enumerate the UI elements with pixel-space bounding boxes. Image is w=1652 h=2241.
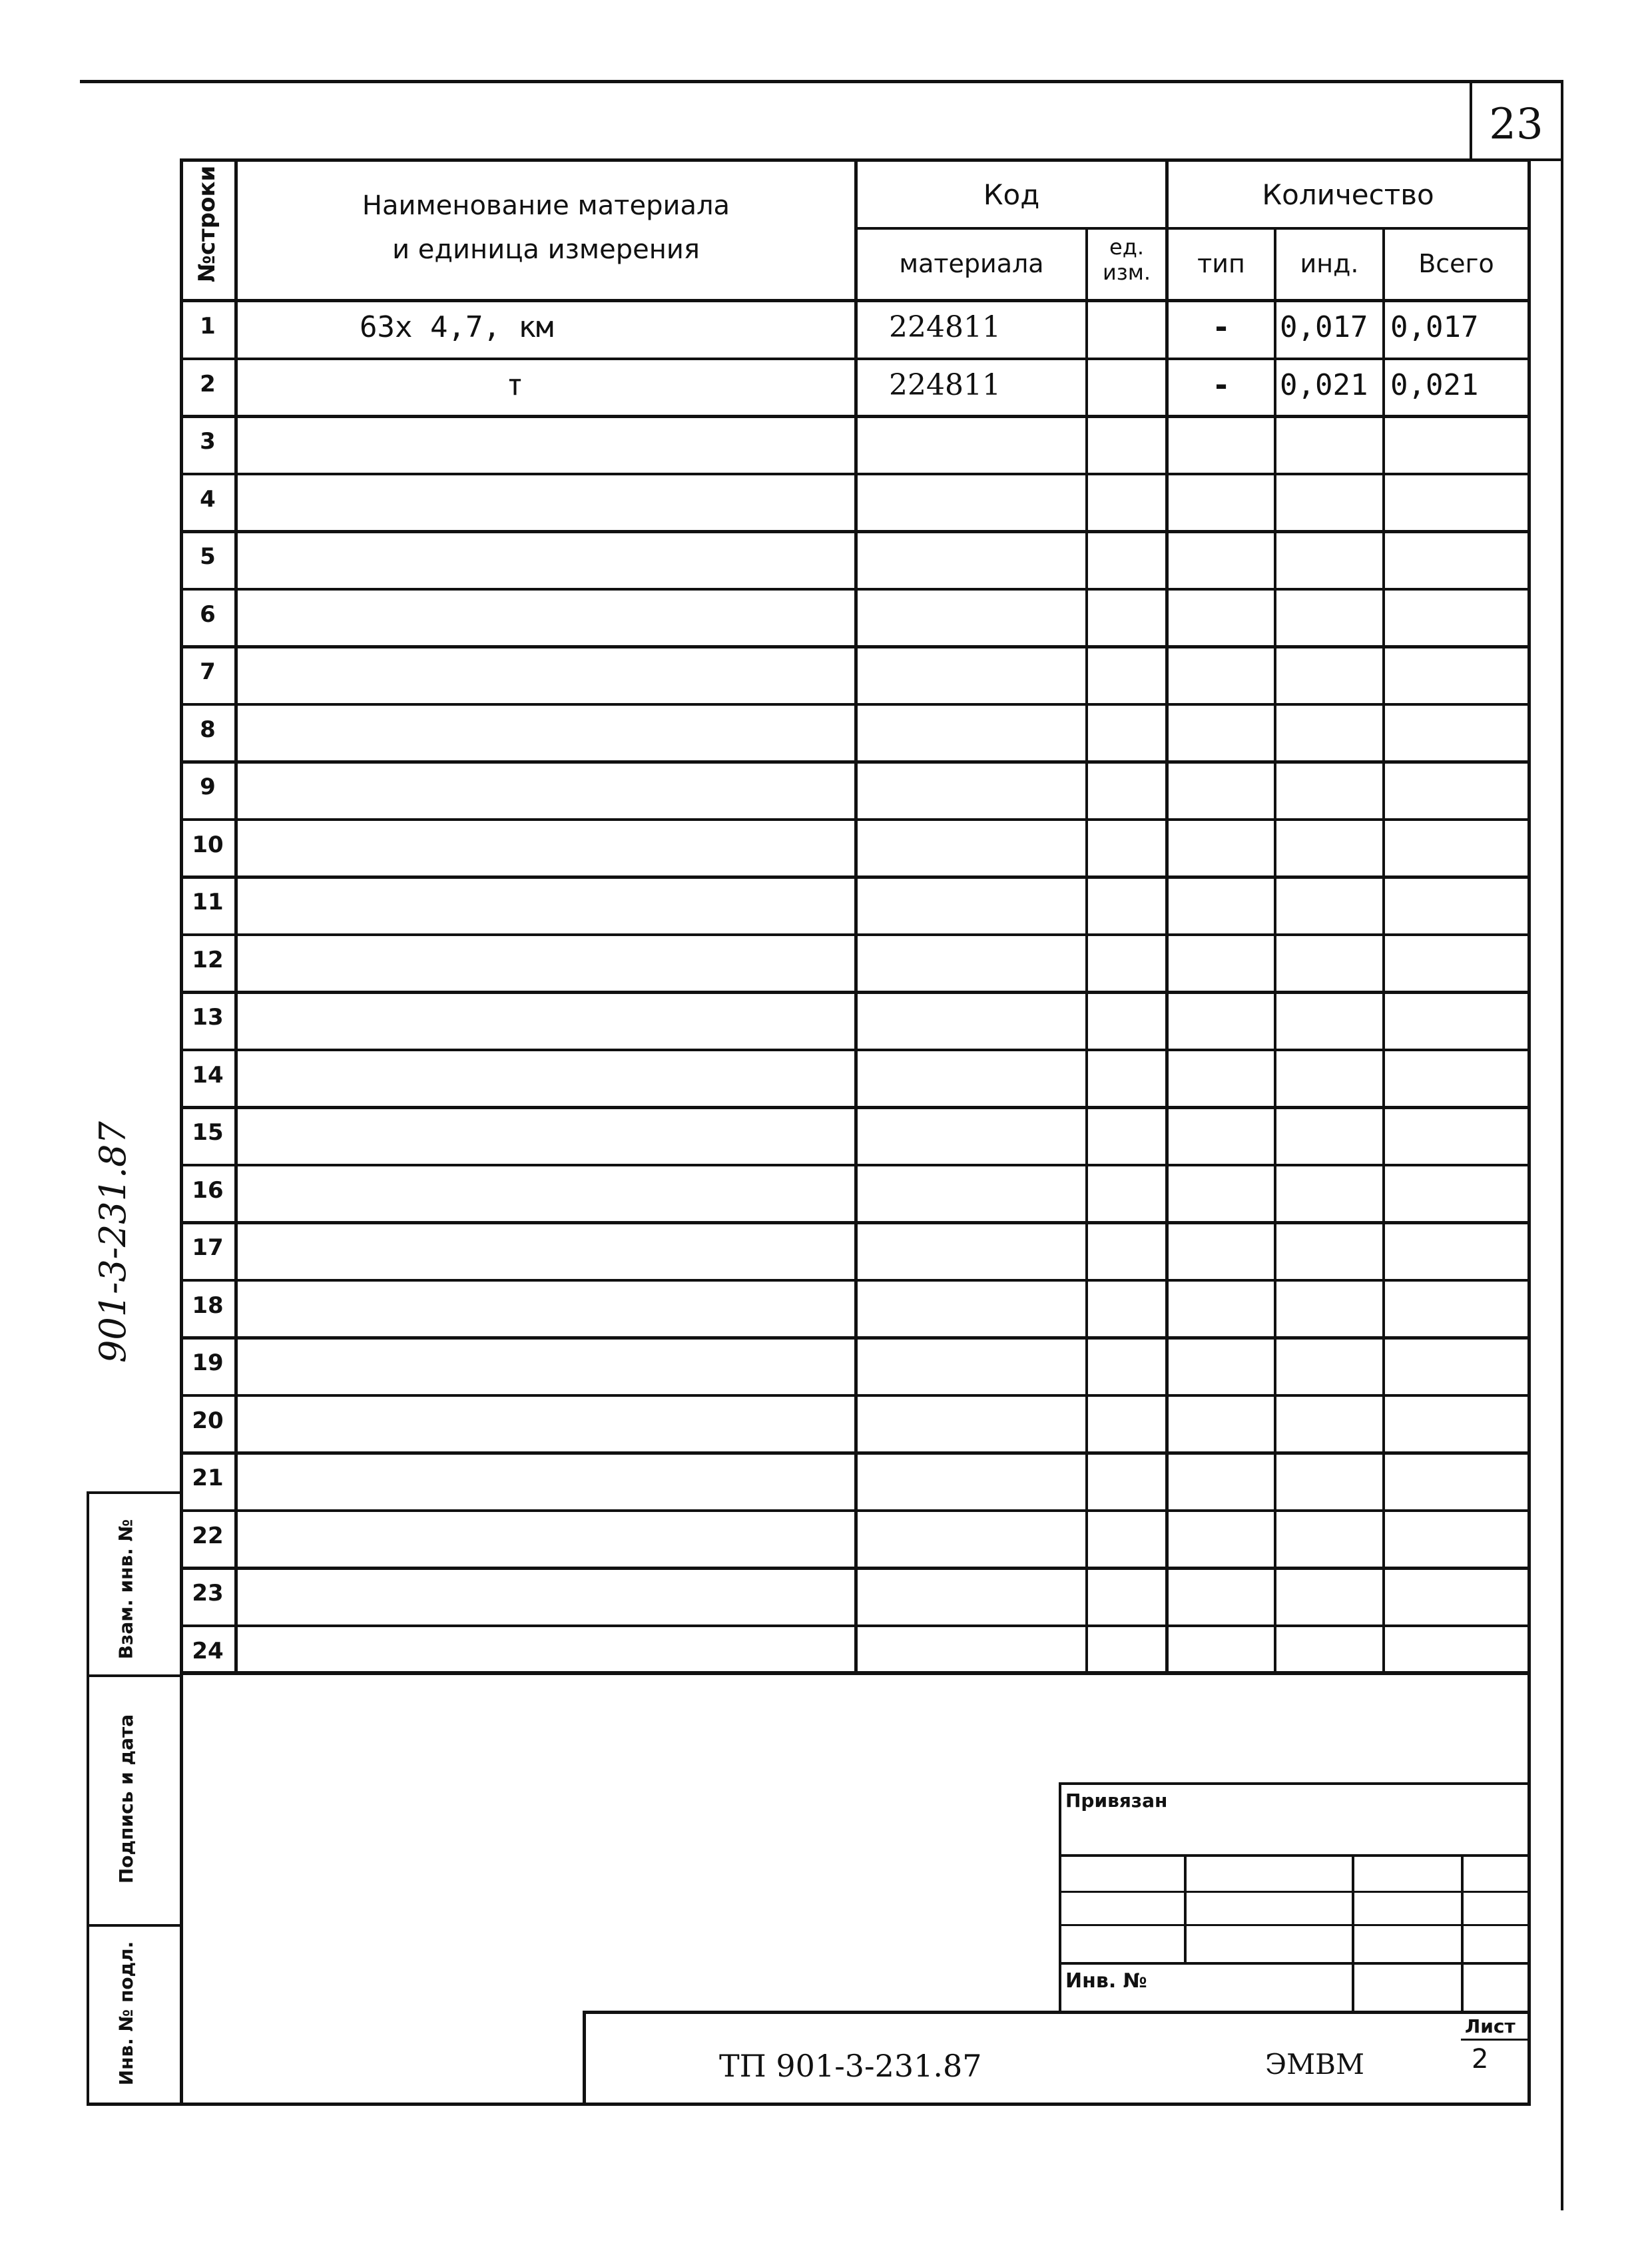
- row-line: [180, 1221, 1531, 1224]
- side-document-stamp: 901-3-231.87: [92, 1121, 134, 1363]
- row-number: 15: [192, 1119, 224, 1146]
- qty-total: 0,017: [1390, 310, 1479, 344]
- row-number: 9: [200, 774, 216, 800]
- header-material: материала: [899, 249, 1044, 278]
- header-type: тип: [1197, 249, 1245, 278]
- row-line: [180, 645, 1531, 648]
- bound-block-left: [1059, 1782, 1061, 2012]
- bound-grid-col-3: [1461, 1854, 1464, 2012]
- top-rule: [80, 80, 1563, 83]
- row-line: [180, 1164, 1531, 1166]
- row-number: 23: [192, 1580, 224, 1607]
- row-number: 14: [192, 1061, 224, 1089]
- row-line: [180, 1509, 1531, 1512]
- row-line: [180, 875, 1531, 879]
- margin-label-signature-date: Подпись и дата: [115, 1714, 137, 1884]
- header-name-line1: Наименование материала: [362, 190, 730, 221]
- bound-grid-line-1: [1059, 1854, 1531, 1857]
- margin-left-line: [87, 1491, 89, 2105]
- row-number: 2: [200, 370, 216, 397]
- qty-type: -: [1215, 309, 1228, 345]
- row-line: [180, 1394, 1531, 1397]
- header-code: Код: [983, 178, 1040, 211]
- row-number: 19: [192, 1350, 224, 1376]
- row-number: 12: [192, 946, 224, 973]
- row-number: 11: [192, 889, 224, 915]
- row-number: 4: [200, 485, 216, 513]
- row-line: [180, 588, 1531, 591]
- bound-grid-line-2: [1059, 1891, 1531, 1893]
- row-number: 21: [192, 1465, 224, 1491]
- stamp-left-line: [583, 2011, 586, 2105]
- row-line: [180, 933, 1531, 936]
- header-ind: инд.: [1300, 249, 1359, 278]
- bound-grid-col-2: [1352, 1854, 1354, 2012]
- margin-label-replaced-inv: Взам. инв. №: [115, 1519, 137, 1660]
- frame-right-line: [1527, 158, 1531, 2105]
- bound-grid-line-3: [1059, 1924, 1531, 1926]
- row-line: [180, 1567, 1531, 1570]
- right-edge-line: [1561, 80, 1563, 2210]
- row-line: [180, 703, 1531, 706]
- row-line: [180, 991, 1531, 994]
- row-number: 7: [200, 658, 216, 685]
- row-line: [180, 358, 1531, 360]
- inv-label: Инв. №: [1065, 1969, 1147, 1993]
- row-number: 20: [192, 1407, 224, 1434]
- col-divider-ind: [1274, 227, 1276, 1674]
- row-line: [180, 1279, 1531, 1282]
- header-quantity: Количество: [1262, 178, 1434, 211]
- margin-top-line: [87, 1491, 183, 1494]
- row-line: [180, 530, 1531, 533]
- bound-grid-line-4: [1059, 1962, 1531, 1965]
- row-number: 18: [192, 1292, 224, 1319]
- row-line: [180, 1336, 1531, 1340]
- header-mid-line-code: [854, 227, 1531, 230]
- qty-total: 0,021: [1390, 368, 1479, 402]
- row-line: [180, 760, 1531, 764]
- section-code: ЭМВМ: [1265, 2048, 1365, 2081]
- bound-label: Привязан: [1065, 1790, 1168, 1812]
- bound-block-top: [1059, 1782, 1531, 1785]
- row-line: [180, 1624, 1531, 1627]
- margin-label-inv-original: Инв. № подл.: [115, 1941, 137, 2086]
- page-number-box-left: [1470, 83, 1472, 160]
- row-line: [180, 415, 1531, 418]
- material-name: 63х 4,7, км: [360, 310, 554, 344]
- col-divider-unit: [1085, 227, 1088, 1674]
- row-number: 10: [192, 831, 224, 858]
- header-unit-line2: изм.: [1102, 260, 1151, 285]
- header-unit-line1: ед.: [1109, 234, 1144, 260]
- qty-type: -: [1215, 366, 1228, 403]
- bound-grid-col-1: [1184, 1854, 1187, 1964]
- row-number: 17: [192, 1234, 224, 1261]
- row-number: 22: [192, 1522, 224, 1549]
- row-number: 5: [200, 543, 216, 570]
- material-code: 224811: [889, 310, 1001, 344]
- col-divider-rownum: [234, 158, 238, 1674]
- frame-bottom-line: [87, 2103, 1531, 2106]
- material-name: т: [506, 368, 524, 402]
- row-number: 6: [200, 601, 216, 628]
- col-divider-name: [854, 158, 858, 1674]
- row-number: 24: [192, 1637, 224, 1664]
- header-name-line2: и единица измерения: [392, 234, 700, 265]
- row-number: 13: [192, 1004, 224, 1031]
- stamp-top-line: [583, 2011, 1531, 2014]
- col-divider-total: [1382, 227, 1385, 1674]
- header-total: Всего: [1418, 249, 1494, 278]
- header-row-number: №строки: [194, 165, 220, 282]
- row-line: [180, 818, 1531, 821]
- row-number: 1: [200, 313, 216, 340]
- document-code: ТП 901-3-231.87: [719, 2048, 982, 2084]
- sheet-label-line: [1461, 2039, 1531, 2041]
- sheet-number: 2: [1472, 2044, 1489, 2075]
- row-line: [180, 473, 1531, 475]
- row-number: 8: [200, 716, 216, 743]
- row-line: [180, 1106, 1531, 1109]
- sheet-label: Лист: [1465, 2015, 1515, 2037]
- row-line: [180, 1451, 1531, 1455]
- qty-ind: 0,017: [1280, 310, 1368, 344]
- row-number: 16: [192, 1176, 224, 1204]
- row-number: 3: [200, 428, 216, 455]
- material-code: 224811: [889, 368, 1001, 402]
- page-number: 23: [1489, 100, 1543, 149]
- qty-ind: 0,021: [1280, 368, 1368, 402]
- row-line: [180, 1049, 1531, 1051]
